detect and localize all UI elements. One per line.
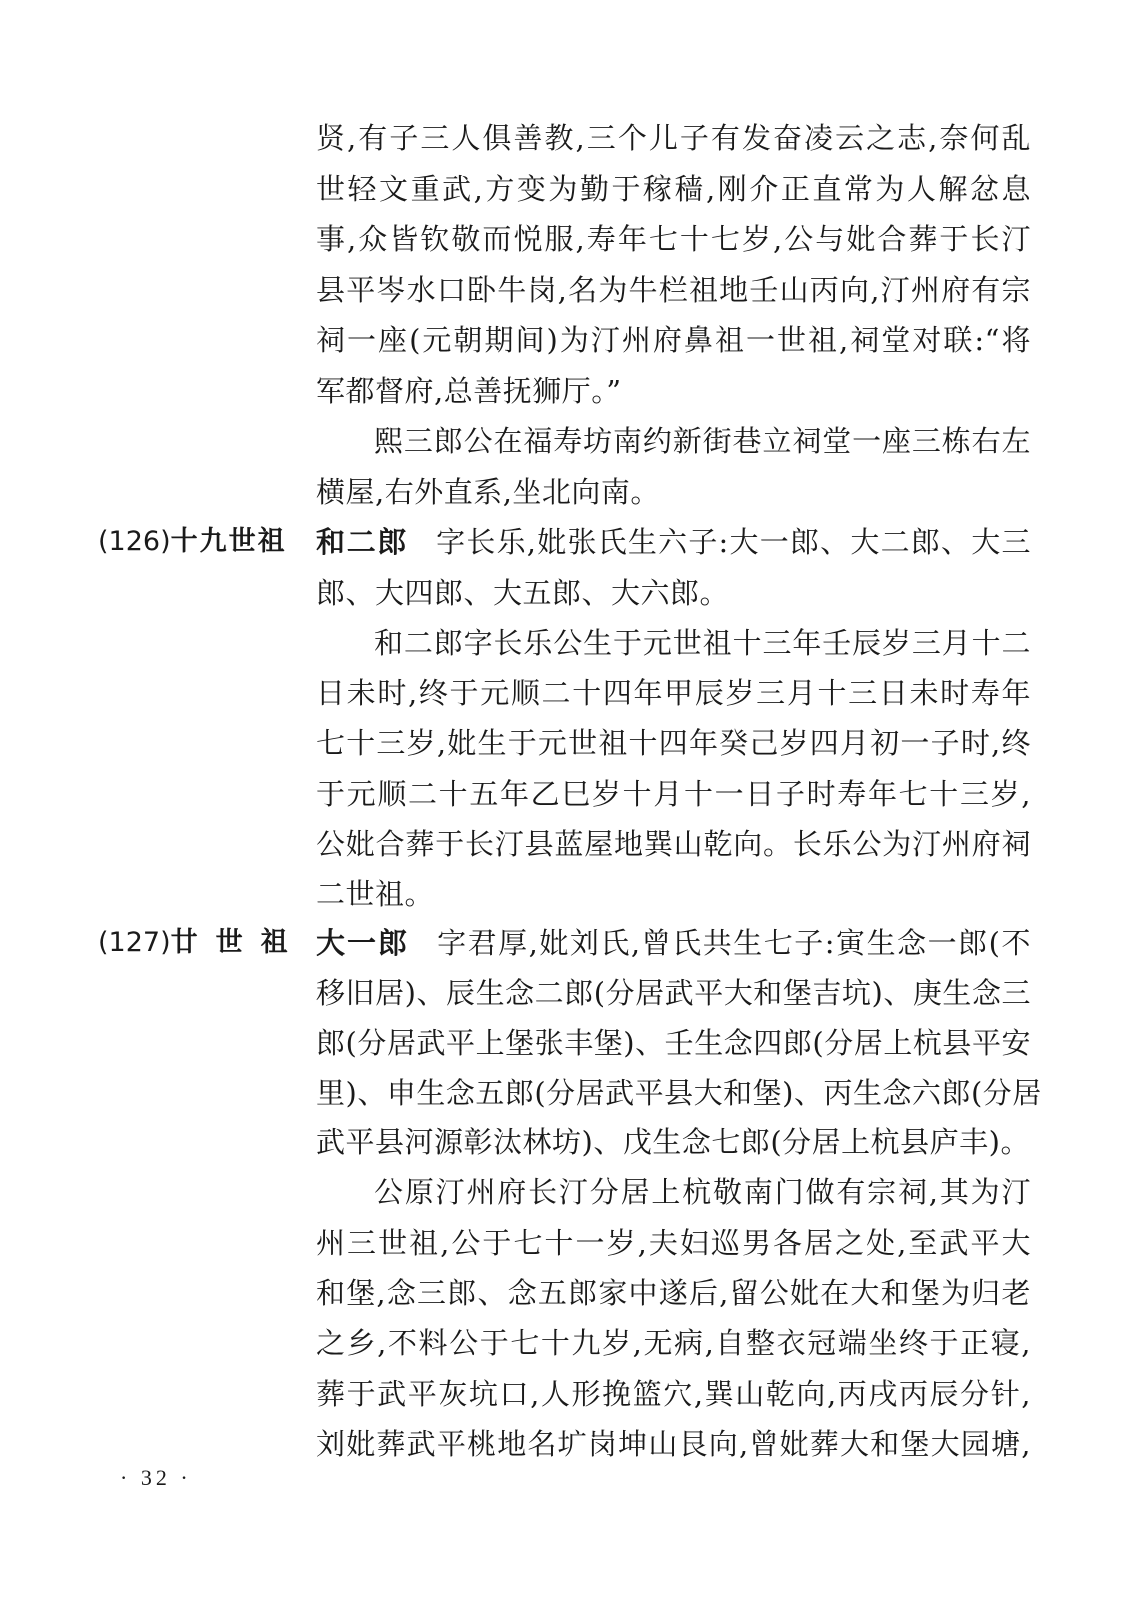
text-line: 事,众皆钦敬而悦服,寿年七十七岁,公与妣合葬于长汀	[316, 222, 1031, 256]
text-line: 世轻文重武,方变为勤于稼穑,刚介正直常为人解忿息	[316, 172, 1031, 206]
text-line: 武平县河源彰汰林坊)、戊生念七郎(分居上杭县庐丰)。	[316, 1125, 1030, 1159]
text-line: 贤,有子三人俱善教,三个儿子有发奋凌云之志,奈何乱	[316, 121, 1031, 155]
generation-label	[98, 522, 287, 562]
entry-first-line	[316, 522, 1031, 562]
text-line: 军都督府,总善抚狮厅。”	[316, 374, 622, 408]
text-line: 熙三郎公在福寿坊南约新街巷立祠堂一座三栋右左	[374, 424, 1031, 458]
generation-title: 廿世祖	[170, 927, 306, 958]
generation-label	[98, 923, 306, 963]
text-line: 之乡,不料公于七十九岁,无病,自整衣冠端坐终于正寝,	[316, 1326, 1031, 1360]
text-line: 和堡,念三郎、念五郎家中遂后,留公妣在大和堡为归老	[316, 1276, 1031, 1310]
text-line: 日未时,终于元顺二十四年甲辰岁三月十三日未时寿年	[316, 676, 1031, 710]
text-line: 县平岑水口卧牛岗,名为牛栏祖地壬山丙向,汀州府有宗	[316, 273, 1031, 307]
page-number: · 32 ·	[120, 1465, 192, 1490]
text-line: 移旧居)、辰生念二郎(分居武平大和堡吉坑)、庚生念三	[316, 976, 1031, 1010]
text-line: 和二郎字长乐公生于元世祖十三年壬辰岁三月十二	[374, 626, 1031, 660]
text-line: 郎(分居武平上堡张丰堡)、壬生念四郎(分居上杭县平安	[316, 1026, 1031, 1060]
person-name: 大一郎	[316, 926, 410, 960]
text-line: 二世祖。	[316, 877, 435, 911]
text-line: 郎、大四郎、大五郎、大六郎。	[316, 576, 730, 610]
generation-title: 十九世祖	[170, 526, 287, 557]
text-line: 公妣合葬于长汀县蓝屋地巽山乾向。长乐公为汀州府祠	[316, 827, 1031, 861]
text-line: 祠一座(元朝期间)为汀州府鼻祖一世祖,祠堂对联:“将	[316, 323, 1031, 357]
entry-number: (126)	[98, 526, 171, 557]
text-line: 字长乐,妣张氏生六子:大一郎、大二郎、大三	[436, 525, 1031, 559]
text-line: 横屋,右外直系,坐北向南。	[316, 475, 660, 509]
entry-first-line	[316, 923, 1031, 963]
text-line: 七十三岁,妣生于元世祖十四年癸己岁四月初一子时,终	[316, 726, 1031, 760]
text-line: 字君厚,妣刘氏,曾氏共生七子:寅生念一郎(不	[437, 926, 1031, 960]
text-line: 于元顺二十五年乙巳岁十月十一日子时寿年七十三岁,	[316, 777, 1031, 811]
person-name: 和二郎	[316, 525, 409, 559]
text-line: 葬于武平灰坑口,人形挽篮穴,巽山乾向,丙戌丙辰分针,	[316, 1377, 1031, 1411]
entry-number: (127)	[98, 927, 171, 958]
text-line: 公原汀州府长汀分居上杭敬南门做有宗祠,其为汀	[374, 1175, 1031, 1209]
text-line: 州三世祖,公于七十一岁,夫妇巡男各居之处,至武平大	[316, 1226, 1031, 1260]
text-line: 里)、申生念五郎(分居武平县大和堡)、丙生念六郎(分居	[316, 1076, 1042, 1110]
text-line: 刘妣葬武平桃地名圹岗坤山艮向,曾妣葬大和堡大园塘,	[316, 1427, 1031, 1461]
